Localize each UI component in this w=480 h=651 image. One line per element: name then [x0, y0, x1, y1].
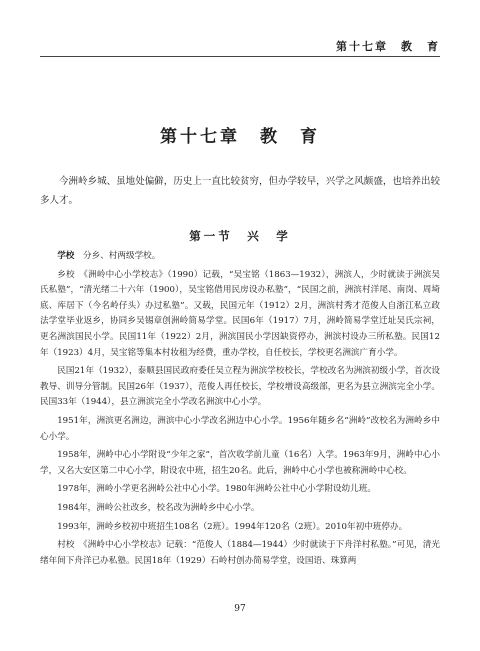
body-text [40, 249, 440, 572]
paragraph [40, 520, 440, 536]
paragraph [40, 249, 440, 265]
paragraph-text: 1993年，洲岭乡校初中班招生108名（2班）。1994年120名（2班）。2010年初中班停办。 [57, 521, 408, 532]
page-number: 97 [234, 604, 246, 614]
section-title: 第一节 兴 学 [189, 229, 291, 243]
paragraph [40, 414, 440, 445]
paragraph-text: 乡校 《洲岭中心小学校志》（1990）记载，“吴宝铭（1863—1932），洲滨人，少时就读于洲滨吴氏私塾”，“清光绪二十六年（1900），吴宝铭借用民房设办私塾”，“民国之前，洲滨村洋尾、南岗、周埼底、库居下（今名岭仔头）办过私塾”。又载，民国元年（1912）2月，洲滨村秀才范俊人自浙江私立政法学堂毕业返乡，协同乡吴锡章创洲岭简易学堂。民国6年（1917）7月，洲岭简易学堂迁址吴氏宗祠，更名洲滨国民小学。民国11年（1922）2月，洲滨国民小学因缺资停办，洲滨村设办三所私塾。民国12年（1923）4月，吴宝铭等集本村妆租为经费，重办学校，自任校长，学校更名洲滨广育小学。 [40, 269, 440, 358]
paragraph [40, 538, 440, 569]
paragraph [40, 501, 440, 517]
paragraph-text: 1984年，洲岭公社改乡，校名改为洲岭乡中心小学。 [57, 502, 260, 513]
paragraph [40, 364, 440, 411]
paragraph-text: 分乡、村两级学校。 [83, 251, 161, 261]
chapter-title: 第十七章 教 育 [160, 127, 320, 147]
paragraph-text: 1978年，洲岭小学更名洲岭公社中心小学。1980年洲岭公社中心小学附设幼儿班。 [57, 484, 376, 495]
running-header: 第十七章 教 育 [336, 40, 440, 53]
chapter-intro: 今洲岭乡城、虽地处偏僻，历史上一直比较贫穷，但办学较早，兴学之风颇盛，也培养出较多人才。 [40, 176, 440, 206]
header-divider [40, 56, 440, 57]
paragraph-lead: 学校 [57, 251, 75, 261]
paragraph [40, 268, 440, 362]
paragraph-text: 1951年，洲滨更名洲边，洲滨中心小学改名洲边中心小学。1956年随乡名“洲岭”改校名为洲岭乡中心小学。 [40, 415, 440, 442]
paragraph-text: 村校 《洲岭中心小学校志》记载：“范俊人（1884—1944）少时就读于下舟洋村私塾。”可见，清光绪年间下舟洋已办私塾。民国18年（1929）石岭村创办简易学堂，设国语、珠算两 [40, 540, 440, 566]
paragraph [40, 482, 440, 498]
paragraph-text: 1958年，洲岭中心小学附设“少年之家”，首次收学前儿童（16名）入学。1963年9月，洲岭中心小学，又名大安区第二中心小学，附设农中班，招生20名。此后，洲岭中心小学也被称洲岭中心校。 [40, 450, 440, 476]
paragraph-text: 民国21年（1932），泰顺县国民政府委任吴立程为洲滨学校校长，学校改名为洲滨初级小学，首次设教导、训导分管制。民国26年（1937），范俊人再任校长，学校增设高级部，更名为县立洲滨完全小学。民国33年（1944），县立洲滨完全小学改名洲滨中心小学。 [40, 366, 440, 408]
paragraph [40, 448, 440, 479]
